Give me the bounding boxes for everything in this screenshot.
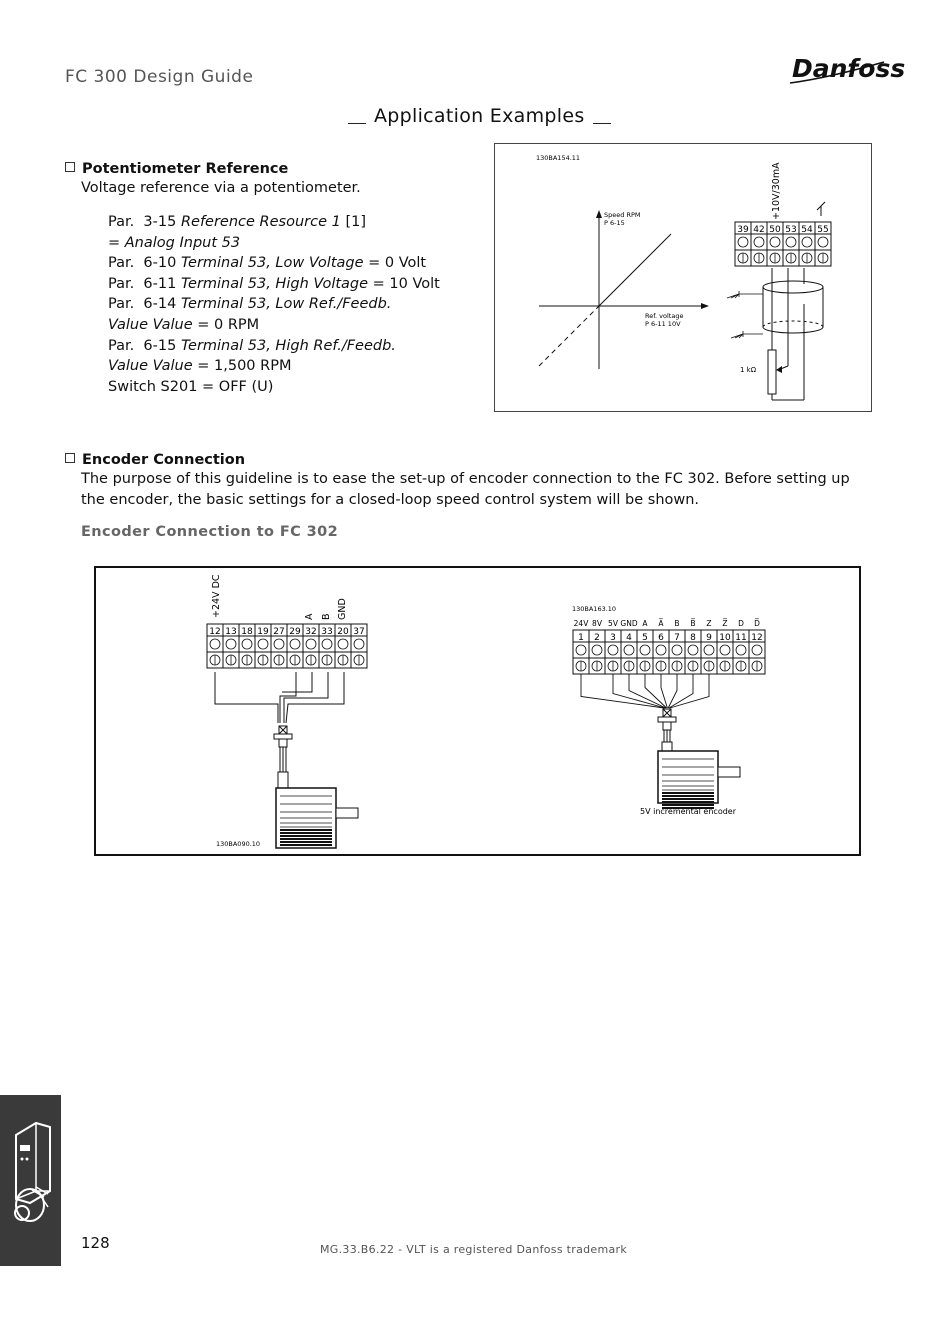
pot-terminal-54: 54	[801, 225, 813, 235]
encoder-terminal-6: 6	[658, 633, 664, 643]
signal-label: A̅	[658, 619, 664, 628]
fc-terminal-37: 37	[353, 627, 365, 637]
pot-terminal-55: 55	[817, 225, 829, 235]
page-number: 128	[81, 1234, 110, 1252]
potentiometer-heading: Potentiometer Reference	[65, 158, 288, 177]
label-a: A	[304, 613, 315, 620]
parameter-line: Par. 6-11 Terminal 53, High Voltage = 10 Volt	[108, 275, 440, 292]
encoder-text: The purpose of this guideline is to ease the set-up of encoder connection to the FC 302. Before setting up the encoder, the basic settings for a closed-loop speed control system will be shown.	[81, 471, 850, 508]
encoder-subheading: Encoder Connection to FC 302	[81, 524, 339, 540]
encoder-terminal-3: 3	[610, 633, 616, 643]
encoder-caption: 5V incremental encoder	[640, 807, 736, 816]
fc-terminal-27: 27	[273, 627, 285, 637]
section-title	[340, 105, 619, 127]
fc-terminal-18: 18	[241, 627, 253, 637]
signal-label: Z	[706, 619, 712, 628]
document-title: FC 300 Design Guide	[65, 67, 254, 87]
signal-label: 5V	[608, 619, 618, 628]
parameter-line: Switch S201 = OFF (U)	[108, 378, 274, 395]
figure-id: 130BA154.11	[536, 154, 581, 162]
footer-text: MG.33.B6.22 - VLT is a registered Danfoss trademark	[320, 1243, 628, 1256]
signal-label: B̅	[690, 619, 696, 628]
fc-terminal-13: 13	[225, 627, 237, 637]
label-b: B	[321, 613, 332, 620]
chapter-side-tab	[0, 1095, 61, 1266]
checkbox-bullet-icon	[65, 453, 75, 463]
encoder-terminal-1: 1	[578, 633, 584, 643]
y-axis-label: Speed RPM	[604, 211, 641, 219]
checkbox-bullet-icon	[65, 162, 75, 172]
parameter-line: Par. 3-15 Reference Resource 1 [1]	[108, 214, 367, 230]
encoder-terminal-5: 5	[642, 633, 648, 643]
x-axis-label: Ref. voltage	[645, 312, 684, 320]
label-gnd: GND	[337, 598, 348, 620]
encoder-terminal-2: 2	[594, 633, 600, 643]
encoder-terminal-10: 10	[719, 633, 731, 643]
encoder-terminal-7: 7	[674, 633, 680, 643]
fc-terminal-32: 32	[305, 627, 317, 637]
label-24v-dc: +24V DC	[211, 574, 222, 618]
fc-terminal-29: 29	[289, 627, 301, 637]
right-figure-id: 130BA163.10	[572, 605, 617, 613]
parameter-line: Par. 6-14 Terminal 53, Low Ref./Feedb.	[108, 296, 392, 313]
fc-terminal-19: 19	[257, 627, 269, 637]
encoder-figure	[94, 566, 861, 856]
encoder-terminal-9: 9	[706, 633, 712, 643]
danfoss-logo	[788, 50, 906, 88]
encoder-terminal-12: 12	[751, 633, 763, 643]
x-axis-par: P 6-11 10V	[645, 320, 681, 328]
y-axis-par: P 6-15	[604, 219, 625, 227]
signal-label: Z̅	[722, 619, 728, 628]
signal-label: B	[674, 619, 680, 628]
fc-terminal-20: 20	[337, 627, 349, 637]
parameter-list	[108, 212, 440, 397]
left-figure-id: 130BA090.10	[216, 840, 261, 848]
fc-terminal-12: 12	[209, 627, 221, 637]
signal-label: 8V	[592, 619, 602, 628]
pot-terminal-50: 50	[769, 225, 781, 235]
parameter-line: Par. 6-15 Terminal 53, High Ref./Feedb.	[108, 337, 396, 354]
drive-motor-icon	[0, 1095, 61, 1266]
signal-label: A	[642, 619, 648, 628]
parameter-line: Value Value = 0 RPM	[108, 316, 260, 333]
pot-terminal-53: 53	[785, 225, 797, 235]
parameter-line: = Analog Input 53	[108, 234, 241, 251]
signal-label: D	[738, 619, 744, 628]
encoder-heading: Encoder Connection	[65, 449, 245, 468]
pot-terminal-39: 39	[737, 225, 749, 235]
signal-label: 24V	[573, 619, 589, 628]
potentiometer-figure	[494, 143, 872, 412]
encoder-terminal-8: 8	[690, 633, 696, 643]
supply-label: +10V/30mA	[771, 162, 782, 220]
fc-terminal-33: 33	[321, 627, 333, 637]
encoder-terminal-4: 4	[626, 633, 632, 643]
parameter-line: Par. 6-10 Terminal 53, Low Voltage = 0 Volt	[108, 255, 427, 272]
signal-label: D̅	[754, 619, 760, 628]
parameter-line: Value Value = 1,500 RPM	[108, 358, 292, 375]
pot-terminal-42: 42	[753, 225, 765, 235]
signal-label: GND	[620, 619, 638, 628]
resistor-label: 1 kΩ	[740, 366, 757, 374]
encoder-terminal-11: 11	[735, 633, 747, 643]
section-title-text: Application Examples	[374, 105, 585, 127]
potentiometer-intro: Voltage reference via a potentiometer.	[81, 180, 361, 196]
logo-text: Danfoss	[792, 54, 906, 83]
